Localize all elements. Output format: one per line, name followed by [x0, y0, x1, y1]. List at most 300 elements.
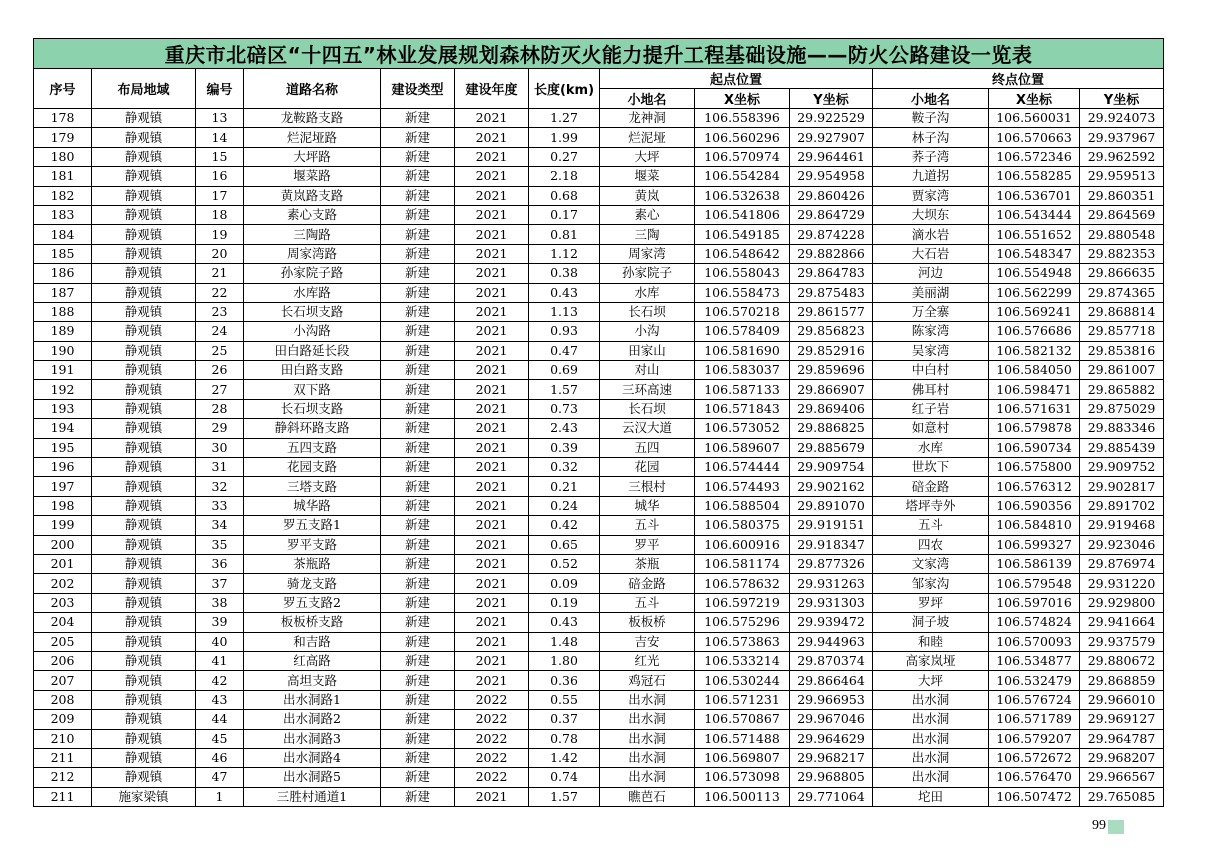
table-row [34, 535, 1164, 554]
cell-area: 静观镇 [92, 167, 196, 186]
cell-road-name: 田白路延长段 [244, 341, 381, 360]
cell-road-name: 出水洞路5 [244, 768, 381, 787]
cell-end-y: 29.885439 [1080, 438, 1164, 457]
cell-build-year: 2021 [455, 593, 529, 612]
cell-area: 静观镇 [92, 419, 196, 438]
table-row [34, 748, 1164, 767]
cell-seq: 202 [34, 574, 92, 593]
header-end-y: Y坐标 [1080, 89, 1164, 109]
cell-start-place: 出水洞 [600, 768, 695, 787]
road-table [33, 38, 1164, 807]
cell-start-y: 29.922529 [790, 109, 873, 128]
cell-seq: 188 [34, 302, 92, 321]
cell-build-type: 新建 [381, 205, 455, 224]
cell-length: 0.78 [529, 729, 600, 748]
cell-build-type: 新建 [381, 302, 455, 321]
cell-length: 0.32 [529, 458, 600, 477]
cell-area: 静观镇 [92, 399, 196, 418]
cell-length: 2.43 [529, 419, 600, 438]
cell-start-x: 106.530244 [695, 671, 790, 690]
table-row [34, 167, 1164, 186]
table-row [34, 302, 1164, 321]
cell-length: 2.18 [529, 167, 600, 186]
cell-end-place: 高家岚垭 [873, 651, 989, 670]
cell-start-x: 106.581690 [695, 341, 790, 360]
cell-end-x: 106.507472 [989, 787, 1080, 806]
cell-end-x: 106.562299 [989, 283, 1080, 302]
cell-length: 1.80 [529, 651, 600, 670]
cell-end-place: 碚金路 [873, 477, 989, 496]
cell-start-place: 碚金路 [600, 574, 695, 593]
cell-road-name: 和吉路 [244, 632, 381, 651]
cell-end-x: 106.576724 [989, 690, 1080, 709]
cell-seq: 205 [34, 632, 92, 651]
cell-end-x: 106.590356 [989, 496, 1080, 515]
cell-end-place: 出水洞 [873, 768, 989, 787]
cell-end-x: 106.570093 [989, 632, 1080, 651]
cell-area: 静观镇 [92, 244, 196, 263]
cell-seq: 186 [34, 264, 92, 283]
cell-road-name: 长石坝支路 [244, 302, 381, 321]
cell-end-y: 29.875029 [1080, 399, 1164, 418]
cell-code: 43 [196, 690, 244, 709]
cell-code: 13 [196, 109, 244, 128]
cell-start-y: 29.964461 [790, 147, 873, 166]
cell-start-x: 106.570867 [695, 710, 790, 729]
cell-start-place: 烂泥垭 [600, 128, 695, 147]
cell-length: 0.36 [529, 671, 600, 690]
cell-end-y: 29.919468 [1080, 516, 1164, 535]
cell-end-place: 出水洞 [873, 729, 989, 748]
cell-seq: 191 [34, 361, 92, 380]
cell-area: 静观镇 [92, 593, 196, 612]
cell-start-place: 红光 [600, 651, 695, 670]
cell-end-x: 106.599327 [989, 535, 1080, 554]
cell-seq: 190 [34, 341, 92, 360]
cell-length: 0.81 [529, 225, 600, 244]
cell-start-x: 106.580375 [695, 516, 790, 535]
table-row [34, 380, 1164, 399]
cell-code: 28 [196, 399, 244, 418]
cell-start-y: 29.771064 [790, 787, 873, 806]
table-row [34, 244, 1164, 263]
cell-road-name: 长石坝支路 [244, 399, 381, 418]
cell-seq: 192 [34, 380, 92, 399]
cell-seq: 211 [34, 748, 92, 767]
cell-seq: 197 [34, 477, 92, 496]
cell-road-name: 茶瓶路 [244, 554, 381, 573]
cell-code: 40 [196, 632, 244, 651]
cell-start-x: 106.578632 [695, 574, 790, 593]
cell-start-place: 吉安 [600, 632, 695, 651]
cell-build-year: 2021 [455, 438, 529, 457]
cell-start-place: 田家山 [600, 341, 695, 360]
cell-end-y: 29.865882 [1080, 380, 1164, 399]
cell-area: 静观镇 [92, 225, 196, 244]
cell-end-y: 29.959513 [1080, 167, 1164, 186]
cell-start-y: 29.918347 [790, 535, 873, 554]
cell-start-place: 五四 [600, 438, 695, 457]
cell-seq: 206 [34, 651, 92, 670]
table-row [34, 225, 1164, 244]
cell-road-name: 罗平支路 [244, 535, 381, 554]
cell-length: 0.93 [529, 322, 600, 341]
table-row [34, 109, 1164, 128]
cell-end-place: 鞍子沟 [873, 109, 989, 128]
cell-end-place: 出水洞 [873, 748, 989, 767]
cell-build-type: 新建 [381, 419, 455, 438]
cell-build-type: 新建 [381, 341, 455, 360]
cell-end-x: 106.582132 [989, 341, 1080, 360]
cell-build-year: 2021 [455, 399, 529, 418]
cell-build-type: 新建 [381, 109, 455, 128]
header-end-location: 终点位置 [873, 69, 1164, 89]
cell-start-place: 小沟 [600, 322, 695, 341]
table-row [34, 554, 1164, 573]
header-start-y: Y坐标 [790, 89, 873, 109]
cell-length: 1.27 [529, 109, 600, 128]
table-row [34, 283, 1164, 302]
cell-start-place: 孙家院子 [600, 264, 695, 283]
cell-start-x: 106.532638 [695, 186, 790, 205]
cell-area: 静观镇 [92, 632, 196, 651]
cell-seq: 210 [34, 729, 92, 748]
cell-length: 1.42 [529, 748, 600, 767]
cell-build-year: 2021 [455, 477, 529, 496]
cell-build-year: 2021 [455, 632, 529, 651]
cell-end-y: 29.902817 [1080, 477, 1164, 496]
cell-build-year: 2021 [455, 671, 529, 690]
cell-code: 38 [196, 593, 244, 612]
cell-seq: 198 [34, 496, 92, 515]
table-body [34, 109, 1164, 807]
cell-seq: 184 [34, 225, 92, 244]
table-row [34, 322, 1164, 341]
cell-start-y: 29.852916 [790, 341, 873, 360]
cell-end-place: 水库 [873, 438, 989, 457]
cell-start-place: 出水洞 [600, 748, 695, 767]
table-row [34, 613, 1164, 632]
cell-road-name: 龙鞍路支路 [244, 109, 381, 128]
cell-start-y: 29.875483 [790, 283, 873, 302]
table-row [34, 690, 1164, 709]
cell-build-year: 2022 [455, 710, 529, 729]
cell-end-x: 106.543444 [989, 205, 1080, 224]
cell-start-x: 106.558396 [695, 109, 790, 128]
cell-start-x: 106.589607 [695, 438, 790, 457]
cell-build-year: 2021 [455, 361, 529, 380]
cell-end-x: 106.570663 [989, 128, 1080, 147]
cell-start-x: 106.554284 [695, 167, 790, 186]
cell-end-y: 29.966567 [1080, 768, 1164, 787]
cell-build-year: 2022 [455, 768, 529, 787]
cell-start-place: 三环高速 [600, 380, 695, 399]
table-row [34, 438, 1164, 457]
cell-code: 42 [196, 671, 244, 690]
cell-start-y: 29.860426 [790, 186, 873, 205]
cell-end-y: 29.966010 [1080, 690, 1164, 709]
cell-start-x: 106.581174 [695, 554, 790, 573]
cell-start-x: 106.570974 [695, 147, 790, 166]
cell-start-y: 29.968217 [790, 748, 873, 767]
cell-end-x: 106.590734 [989, 438, 1080, 457]
cell-end-y: 29.880672 [1080, 651, 1164, 670]
cell-start-x: 106.541806 [695, 205, 790, 224]
cell-seq: 196 [34, 458, 92, 477]
cell-start-y: 29.968805 [790, 768, 873, 787]
cell-area: 静观镇 [92, 264, 196, 283]
cell-length: 0.39 [529, 438, 600, 457]
header-end-x: X坐标 [989, 89, 1080, 109]
cell-end-place: 滴水岩 [873, 225, 989, 244]
cell-length: 1.13 [529, 302, 600, 321]
cell-build-type: 新建 [381, 632, 455, 651]
cell-build-type: 新建 [381, 264, 455, 283]
cell-length: 1.57 [529, 380, 600, 399]
cell-end-x: 106.571631 [989, 399, 1080, 418]
cell-end-x: 106.579207 [989, 729, 1080, 748]
cell-code: 35 [196, 535, 244, 554]
cell-end-x: 106.532479 [989, 671, 1080, 690]
cell-seq: 180 [34, 147, 92, 166]
cell-end-place: 五斗 [873, 516, 989, 535]
header-build-year: 建设年度 [455, 69, 529, 109]
cell-area: 静观镇 [92, 322, 196, 341]
cell-seq: 183 [34, 205, 92, 224]
cell-area: 静观镇 [92, 147, 196, 166]
table-row [34, 593, 1164, 612]
cell-end-place: 出水洞 [873, 710, 989, 729]
cell-start-x: 106.573052 [695, 419, 790, 438]
cell-length: 0.24 [529, 496, 600, 515]
table-row [34, 729, 1164, 748]
cell-build-type: 新建 [381, 322, 455, 341]
cell-start-y: 29.966953 [790, 690, 873, 709]
cell-code: 41 [196, 651, 244, 670]
cell-area: 静观镇 [92, 302, 196, 321]
cell-end-x: 106.554948 [989, 264, 1080, 283]
cell-road-name: 静斜环路支路 [244, 419, 381, 438]
cell-start-y: 29.866907 [790, 380, 873, 399]
page-marker [1108, 820, 1124, 834]
cell-end-y: 29.853816 [1080, 341, 1164, 360]
cell-start-y: 29.864729 [790, 205, 873, 224]
cell-start-place: 五斗 [600, 593, 695, 612]
header-end-place: 小地名 [873, 89, 989, 109]
cell-end-y: 29.923046 [1080, 535, 1164, 554]
cell-start-y: 29.856823 [790, 322, 873, 341]
cell-build-type: 新建 [381, 225, 455, 244]
cell-area: 静观镇 [92, 535, 196, 554]
cell-road-name: 出水洞路2 [244, 710, 381, 729]
table-row [34, 477, 1164, 496]
cell-build-year: 2021 [455, 109, 529, 128]
cell-end-place: 大坝东 [873, 205, 989, 224]
cell-build-type: 新建 [381, 147, 455, 166]
cell-build-year: 2021 [455, 283, 529, 302]
cell-start-y: 29.967046 [790, 710, 873, 729]
table-row [34, 264, 1164, 283]
cell-start-y: 29.944963 [790, 632, 873, 651]
cell-end-y: 29.868859 [1080, 671, 1164, 690]
cell-end-x: 106.572672 [989, 748, 1080, 767]
cell-road-name: 小沟路 [244, 322, 381, 341]
cell-build-type: 新建 [381, 283, 455, 302]
cell-build-type: 新建 [381, 244, 455, 263]
cell-road-name: 田白路支路 [244, 361, 381, 380]
cell-start-y: 29.939472 [790, 613, 873, 632]
cell-end-place: 陈家湾 [873, 322, 989, 341]
cell-end-y: 29.876974 [1080, 554, 1164, 573]
cell-start-place: 茶瓶 [600, 554, 695, 573]
cell-code: 25 [196, 341, 244, 360]
cell-end-place: 出水洞 [873, 690, 989, 709]
cell-build-year: 2021 [455, 613, 529, 632]
cell-seq: 209 [34, 710, 92, 729]
cell-length: 0.37 [529, 710, 600, 729]
cell-start-y: 29.861577 [790, 302, 873, 321]
cell-code: 46 [196, 748, 244, 767]
cell-length: 0.68 [529, 186, 600, 205]
cell-road-name: 罗五支路2 [244, 593, 381, 612]
cell-seq: 208 [34, 690, 92, 709]
cell-code: 23 [196, 302, 244, 321]
table-row [34, 147, 1164, 166]
cell-build-type: 新建 [381, 516, 455, 535]
cell-start-place: 鸡冠石 [600, 671, 695, 690]
cell-end-y: 29.882353 [1080, 244, 1164, 263]
cell-road-name: 三陶路 [244, 225, 381, 244]
cell-build-type: 新建 [381, 768, 455, 787]
cell-end-y: 29.861007 [1080, 361, 1164, 380]
cell-road-name: 双下路 [244, 380, 381, 399]
cell-build-year: 2021 [455, 574, 529, 593]
cell-start-place: 城华 [600, 496, 695, 515]
cell-length: 0.74 [529, 768, 600, 787]
table-row [34, 128, 1164, 147]
cell-code: 45 [196, 729, 244, 748]
cell-end-x: 106.558285 [989, 167, 1080, 186]
cell-road-name: 板板桥支路 [244, 613, 381, 632]
cell-build-year: 2021 [455, 264, 529, 283]
cell-length: 0.43 [529, 283, 600, 302]
cell-area: 静观镇 [92, 109, 196, 128]
cell-start-place: 出水洞 [600, 729, 695, 748]
cell-road-name: 周家湾路 [244, 244, 381, 263]
cell-area: 静观镇 [92, 496, 196, 515]
cell-end-x: 106.576470 [989, 768, 1080, 787]
cell-area: 静观镇 [92, 729, 196, 748]
cell-build-type: 新建 [381, 748, 455, 767]
cell-road-name: 孙家院子路 [244, 264, 381, 283]
header-build-type: 建设类型 [381, 69, 455, 109]
cell-build-type: 新建 [381, 535, 455, 554]
cell-build-year: 2021 [455, 225, 529, 244]
cell-seq: 212 [34, 768, 92, 787]
cell-area: 静观镇 [92, 477, 196, 496]
cell-length: 1.57 [529, 787, 600, 806]
cell-end-place: 中白村 [873, 361, 989, 380]
cell-start-place: 水库 [600, 283, 695, 302]
cell-build-year: 2022 [455, 690, 529, 709]
cell-length: 0.09 [529, 574, 600, 593]
cell-start-place: 大坪 [600, 147, 695, 166]
cell-build-type: 新建 [381, 554, 455, 573]
cell-road-name: 黄岚路支路 [244, 186, 381, 205]
cell-start-x: 106.583037 [695, 361, 790, 380]
cell-build-type: 新建 [381, 496, 455, 515]
cell-end-x: 106.576312 [989, 477, 1080, 496]
cell-code: 24 [196, 322, 244, 341]
cell-end-place: 如意村 [873, 419, 989, 438]
cell-area: 静观镇 [92, 574, 196, 593]
cell-code: 21 [196, 264, 244, 283]
cell-end-x: 106.597016 [989, 593, 1080, 612]
table-row [34, 496, 1164, 515]
cell-seq: 195 [34, 438, 92, 457]
cell-start-x: 106.571843 [695, 399, 790, 418]
cell-end-y: 29.924073 [1080, 109, 1164, 128]
cell-code: 47 [196, 768, 244, 787]
cell-build-type: 新建 [381, 380, 455, 399]
cell-start-place: 罗平 [600, 535, 695, 554]
cell-area: 静观镇 [92, 458, 196, 477]
table-row [34, 787, 1164, 806]
cell-start-place: 周家湾 [600, 244, 695, 263]
cell-end-place: 万全寨 [873, 302, 989, 321]
cell-start-place: 黄岚 [600, 186, 695, 205]
cell-build-type: 新建 [381, 729, 455, 748]
cell-build-year: 2021 [455, 205, 529, 224]
cell-area: 静观镇 [92, 361, 196, 380]
cell-seq: 179 [34, 128, 92, 147]
cell-end-place: 文家湾 [873, 554, 989, 573]
cell-seq: 189 [34, 322, 92, 341]
cell-build-year: 2021 [455, 787, 529, 806]
cell-code: 1 [196, 787, 244, 806]
cell-build-year: 2021 [455, 147, 529, 166]
cell-build-year: 2021 [455, 419, 529, 438]
cell-code: 17 [196, 186, 244, 205]
cell-end-y: 29.860351 [1080, 186, 1164, 205]
cell-start-y: 29.964629 [790, 729, 873, 748]
cell-end-place: 坨田 [873, 787, 989, 806]
table-row [34, 671, 1164, 690]
cell-seq: 201 [34, 554, 92, 573]
cell-code: 36 [196, 554, 244, 573]
cell-code: 26 [196, 361, 244, 380]
cell-road-name: 素心支路 [244, 205, 381, 224]
cell-code: 34 [196, 516, 244, 535]
cell-build-year: 2021 [455, 516, 529, 535]
cell-code: 32 [196, 477, 244, 496]
cell-build-year: 2021 [455, 535, 529, 554]
cell-length: 0.65 [529, 535, 600, 554]
cell-start-y: 29.866464 [790, 671, 873, 690]
cell-end-place: 吴家湾 [873, 341, 989, 360]
cell-start-y: 29.931263 [790, 574, 873, 593]
cell-build-type: 新建 [381, 690, 455, 709]
cell-start-place: 三根村 [600, 477, 695, 496]
cell-area: 静观镇 [92, 613, 196, 632]
table-row [34, 632, 1164, 651]
cell-road-name: 红高路 [244, 651, 381, 670]
cell-end-place: 荞子湾 [873, 147, 989, 166]
cell-end-x: 106.579548 [989, 574, 1080, 593]
cell-build-year: 2021 [455, 322, 529, 341]
cell-length: 0.47 [529, 341, 600, 360]
cell-seq: 204 [34, 613, 92, 632]
